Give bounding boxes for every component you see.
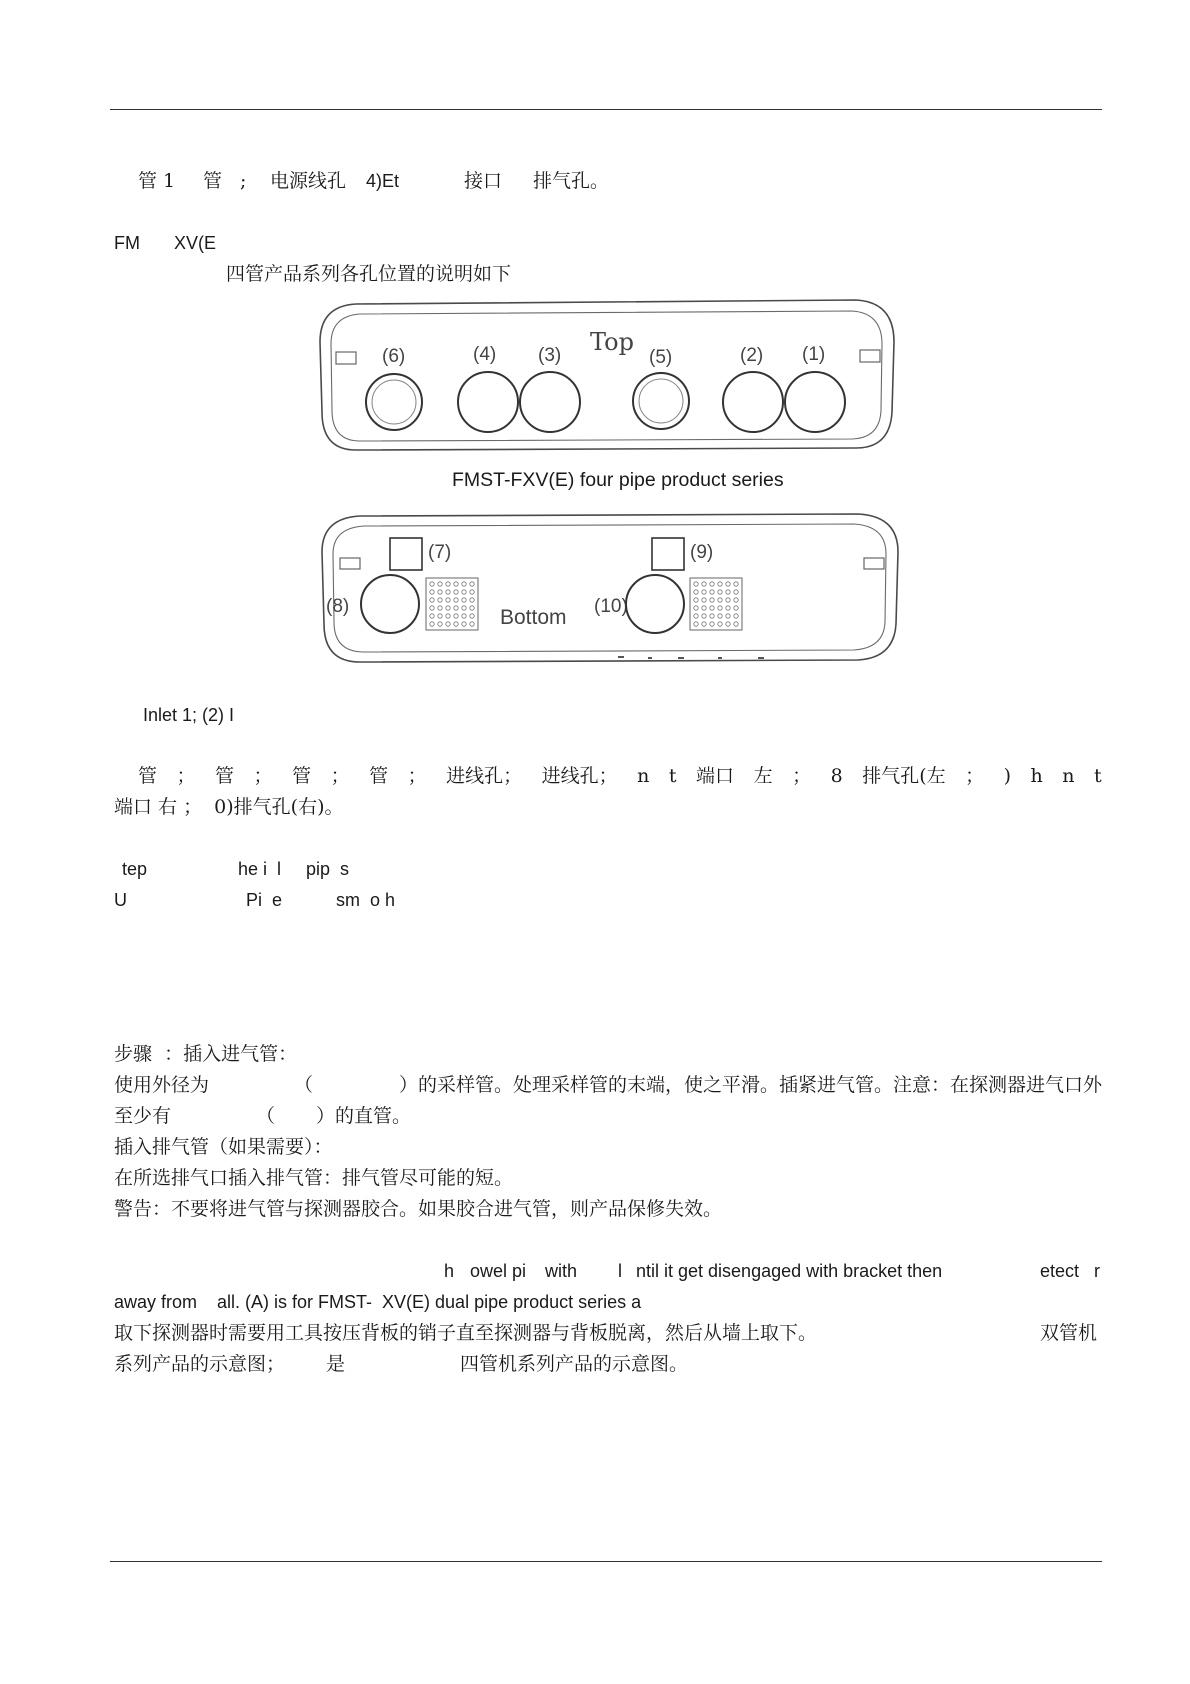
line-e-3: ； bbox=[253, 765, 273, 787]
bottom-panel-diagram bbox=[318, 512, 902, 668]
line-e-9: 进线孔； bbox=[541, 765, 618, 787]
port-1 bbox=[785, 372, 845, 432]
port-3 bbox=[520, 372, 580, 432]
top-port-label-1: (1) bbox=[802, 344, 826, 365]
footer-rule bbox=[110, 1561, 1102, 1562]
top-port-label-3: (3) bbox=[538, 345, 562, 366]
text-line-g2: he i l bbox=[238, 859, 282, 879]
text-line-g3: pip s bbox=[306, 859, 350, 879]
remove-en-1a: h bbox=[444, 1261, 455, 1281]
top-port-label-2: (2) bbox=[740, 345, 764, 366]
bottom-clip-left bbox=[340, 558, 360, 569]
line-e-19: h bbox=[1030, 765, 1043, 787]
remove-cn-2a: 系列产品的示意图； bbox=[114, 1353, 286, 1375]
line-e-1: ； bbox=[176, 765, 196, 787]
line-e-16: 排气孔(左 bbox=[862, 765, 946, 787]
bottom-edge-ticks bbox=[618, 657, 764, 658]
text-line-d: Inlet 1; (2) I bbox=[143, 705, 235, 725]
bottom-port-label-10: (10) bbox=[594, 596, 628, 617]
bottom-port-label-8: (8) bbox=[326, 596, 350, 617]
top-port-label-5: (5) bbox=[649, 347, 673, 368]
remove-en-1g: r bbox=[1094, 1261, 1100, 1281]
remove-en-2: away from all. (A) is for FMST- XV(E) dual pipe product series a bbox=[114, 1292, 642, 1312]
text-line-e bbox=[138, 765, 1102, 787]
text-line-f: 端口 右 ； 0)排气孔(右)。 bbox=[114, 796, 344, 818]
bottom-shell-outer bbox=[322, 514, 898, 662]
bottom-title-label: Bottom bbox=[500, 606, 567, 629]
port-5 bbox=[633, 373, 689, 429]
line-e-8: 进线孔； bbox=[446, 765, 523, 787]
step-line-2a: 至少有 bbox=[114, 1105, 172, 1127]
diagram-caption: FMST-FXV(E) four pipe product series bbox=[452, 469, 784, 491]
port-10 bbox=[626, 575, 684, 633]
step-line-2c: ）的直管。 bbox=[316, 1105, 412, 1127]
remove-en-1e: ntil it get disengaged with bracket then bbox=[636, 1261, 943, 1281]
remove-cn-2b: 是 bbox=[326, 1353, 346, 1375]
line-e-20: n bbox=[1062, 765, 1075, 787]
text-line-b2: XV(E bbox=[174, 233, 217, 253]
text-line-c: 四管产品系列各孔位置的说明如下 bbox=[226, 263, 512, 285]
remove-cn-1b: 双管机 bbox=[1040, 1322, 1098, 1344]
line-e-0: 管 bbox=[138, 765, 158, 787]
top-port-label-6: (6) bbox=[382, 346, 406, 367]
header-rule bbox=[110, 109, 1102, 110]
text-line-a3: ; bbox=[240, 170, 247, 192]
text-line-a2: 管 bbox=[203, 170, 223, 192]
line-e-18: ) bbox=[1003, 765, 1012, 787]
vent-grille-right bbox=[690, 578, 742, 630]
remove-en-1f: etect bbox=[1040, 1261, 1080, 1281]
port-2 bbox=[723, 372, 783, 432]
text-line-b1: FM bbox=[114, 233, 140, 253]
line-e-7: ； bbox=[407, 765, 427, 787]
step-title: 步骤 ：插入进气管： bbox=[114, 1043, 298, 1065]
text-line-a1: 管 1 bbox=[138, 170, 176, 192]
port-9-square bbox=[652, 538, 684, 570]
text-line-a7: 排气孔。 bbox=[533, 170, 610, 192]
step-line-1-c: ）的采样管。处理采样管的末端，使之平滑。插紧进气管。注意：在探测器进气口外 bbox=[398, 1074, 1102, 1096]
bottom-shell-inner bbox=[333, 524, 886, 652]
line-e-14: ； bbox=[792, 765, 812, 787]
text-line-g1: tep bbox=[122, 859, 148, 879]
top-port-label-4: (4) bbox=[473, 344, 497, 365]
port-7-square bbox=[390, 538, 422, 570]
line-e-12: 端口 bbox=[696, 765, 735, 787]
step-line-1-a: 使用外径为 bbox=[114, 1074, 210, 1096]
line-e-5: ； bbox=[330, 765, 350, 787]
top-clip-right bbox=[860, 350, 880, 362]
line-e-15: 8 bbox=[830, 765, 843, 787]
step-line-3: 插入排气管（如果需要）： bbox=[114, 1136, 333, 1158]
line-e-11: t bbox=[668, 765, 677, 787]
vent-grille-left bbox=[426, 578, 478, 630]
line-e-4: 管 bbox=[292, 765, 312, 787]
text-line-a4: 电源线孔 bbox=[270, 170, 347, 192]
bottom-port-label-7: (7) bbox=[428, 542, 452, 563]
port-6-inner bbox=[372, 380, 416, 424]
text-line-a5: 4)Et bbox=[366, 171, 400, 191]
top-panel-diagram bbox=[316, 298, 900, 458]
line-e-21: t bbox=[1094, 765, 1102, 787]
step-line-4: 在所选排气口插入排气管：排气管尽可能的短。 bbox=[114, 1167, 514, 1189]
remove-en-1d: l bbox=[618, 1261, 622, 1281]
line-e-13: 左 bbox=[753, 765, 773, 787]
step-line-5: 警告：不要将进气管与探测器胶合。如果胶合进气管，则产品保修失效。 bbox=[114, 1198, 723, 1220]
text-line-h3: sm o h bbox=[336, 890, 396, 910]
remove-cn-2c: 四管机系列产品的示意图。 bbox=[460, 1353, 689, 1375]
remove-en-1b: owel pi bbox=[470, 1261, 527, 1281]
line-e-10: n bbox=[637, 765, 650, 787]
remove-en-1c: with bbox=[545, 1261, 578, 1281]
bottom-port-label-9: (9) bbox=[690, 542, 714, 563]
text-line-h2: Pi e bbox=[246, 890, 283, 910]
port-5-inner bbox=[639, 379, 683, 423]
line-e-17: ； bbox=[965, 765, 985, 787]
bottom-clip-right bbox=[864, 558, 884, 569]
step-line-2b: （ bbox=[256, 1105, 276, 1127]
text-line-h1: U bbox=[114, 890, 127, 910]
remove-cn-1a: 取下探测器时需要用工具按压背板的销子直至探测器与背板脱离，然后从墙上取下。 bbox=[114, 1322, 818, 1344]
top-title-label: Top bbox=[590, 328, 634, 356]
port-6 bbox=[366, 374, 422, 430]
port-4 bbox=[458, 372, 518, 432]
text-line-a6: 接口 bbox=[464, 170, 503, 192]
line-e-2: 管 bbox=[215, 765, 235, 787]
port-8 bbox=[361, 575, 419, 633]
top-clip-left bbox=[336, 352, 356, 364]
step-line-1 bbox=[114, 1074, 1102, 1096]
step-line-1-b: （ bbox=[294, 1074, 314, 1096]
line-e-6: 管 bbox=[369, 765, 389, 787]
